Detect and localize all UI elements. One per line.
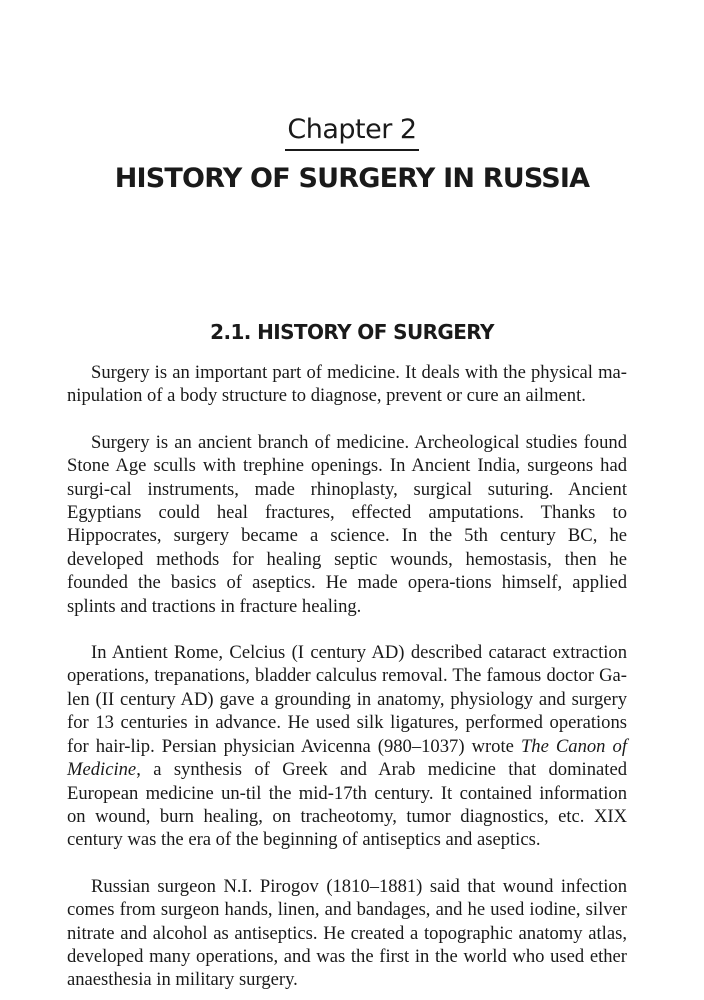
chapter-label-text: Chapter 2 — [285, 114, 418, 151]
book-title-canon: The Canon of Medicine — [67, 735, 627, 781]
paragraph-4: Russian surgeon N.I. Pirogov (1810–1881) said that wound infection comes from surgeon hands, linen, and bandages, and he used iodine, silver nitrate and alcohol as antiseptics. He created a topographic anatomy atlas, developed many operations, and was the first in the world who used ether anaesthesia in military surgery. — [67, 875, 627, 991]
chapter-label — [0, 114, 704, 151]
section-title: 2.1. HISTORY OF SURGERY — [210, 320, 494, 344]
paragraph-2: Surgery is an ancient branch of medicine. Archeological studies found Stone Age sculls with trephine openings. In Ancient India, surgeons had surgi-cal instruments, made rhinoplasty, surgical suturing. Ancient Egyptians could heal fractures, effected amputations. Thanks to Hippocrates, surgery became a science. In the 5th century BC, he developed methods for healing septic wounds, hemostasis, then he founded the basics of aseptics. He made opera-tions himself, applied splints and tractions in fracture healing. — [67, 431, 627, 617]
paragraph-3 — [67, 641, 627, 852]
chapter-title: HISTORY OF SURGERY IN RUSSIA — [114, 163, 590, 194]
paragraph-3-text-before: In Antient Rome, Celcius (I century AD) described cataract extraction operations, trepanations, bladder calculus removal. The famous doctor Ga-len (II century AD) gave a grounding in anatomy, physiology and surgery for 13 centuries in advance. He used silk ligatures, performed operations for hair-lip. Persian physician Avicenna (980–1037) wrote — [67, 642, 627, 757]
paragraph-3-text-after: , a synthesis of Greek and Arab medicine that dominated European medicine un-til the mid-17th century. It contained information on wound, burn healing, on tracheotomy, tumor diagnostics, etc. XIX century was the era of the beginning of antiseptics and aseptics. — [67, 759, 627, 851]
body-text — [67, 361, 627, 992]
paragraph-1: Surgery is an important part of medicine. It deals with the physical ma-nipulation of a body structure to diagnose, prevent or cure an ailment. — [67, 362, 627, 407]
